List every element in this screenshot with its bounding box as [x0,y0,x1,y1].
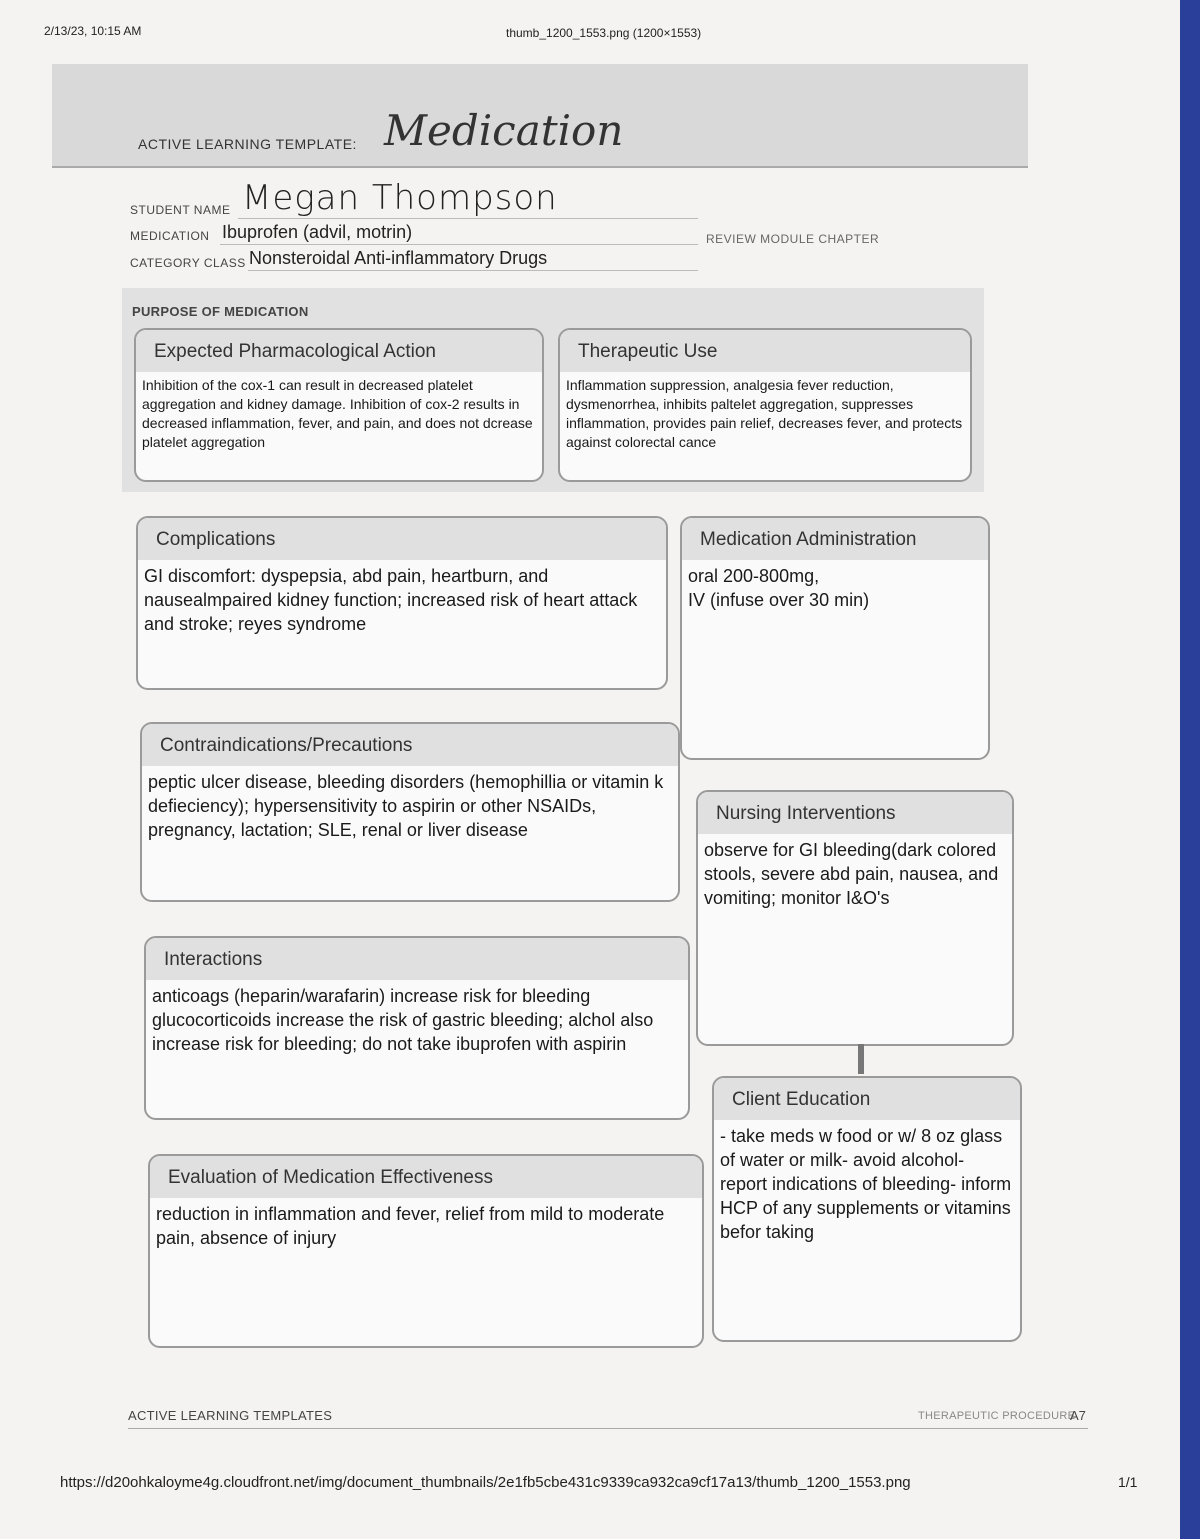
student-name-underline [238,218,698,219]
administration-line-iv: IV (infuse over 30 min) [688,590,870,610]
medication-administration-text [682,560,988,612]
nursing-interventions-box [696,790,1014,1046]
evaluation-text: reduction in inflammation and fever, relief from mild to moderate pain, absence of injury [156,1204,665,1248]
print-datetime: 2/13/23, 10:15 AM [44,24,142,38]
client-education-text: - take meds w food or w/ 8 oz glass of water or milk- avoid alcohol- report indications of bleeding- inform HCP of any supplements or vitamins befor taking [720,1126,1012,1242]
page-title: Medication [384,106,624,155]
purpose-label: PURPOSE OF MEDICATION [132,304,309,319]
nursing-education-connector [858,1044,864,1074]
complications-text: GI discomfort: dyspepsia, abd pain, heartburn, and nausealmpaired kidney function; increased risk of heart attack and stroke; reyes syndrome [144,566,638,634]
student-name-label: STUDENT NAME [130,203,231,217]
footer-page-code: A7 [1070,1408,1086,1423]
medication-underline [220,244,698,245]
nursing-interventions-text: observe for GI bleeding(dark colored stools, severe abd pain, nausea, and vomiting; monitor I&O's [704,840,999,908]
complications-title: Complications [138,518,666,560]
interactions-text: anticoags (heparin/warafarin) increase risk for bleeding glucocorticoids increase the risk of gastric bleeding; alchol also increase risk for bleeding; do not take ibuprofen with aspirin [152,986,654,1054]
footer-section-label: THERAPEUTIC PROCEDURE [918,1410,1076,1422]
contraindications-box [140,722,680,902]
review-module-label: REVIEW MODULE CHAPTER [706,232,880,246]
template-banner [52,64,1028,168]
expected-action-text: Inhibition of the cox-1 can result in decreased platelet aggregation and kidney damage. Inhibition of cox-2 results in decreased inflammation, fever, and pain, and does not dcrease platelet aggregation [142,377,533,450]
category-underline [248,270,698,271]
complications-box [136,516,668,690]
therapeutic-use-box [558,328,972,482]
footer-templates-label: ACTIVE LEARNING TEMPLATES [128,1408,333,1423]
contraindications-title: Contraindications/Precautions [142,724,678,766]
print-url: https://d20ohkaloyme4g.cloudfront.net/img/document_thumbnails/2e1fb5cbe431c9339ca932ca9cf17a13/thumb_1200_1553.png [60,1474,911,1491]
medication-administration-box [680,516,990,760]
nursing-interventions-title: Nursing Interventions [698,792,1012,834]
footer-rule [128,1428,1088,1429]
interactions-title: Interactions [146,938,688,980]
therapeutic-use-title: Therapeutic Use [560,330,970,372]
category-label: CATEGORY CLASS [130,256,246,270]
expected-action-box [134,328,544,482]
evaluation-title: Evaluation of Medication Effectiveness [150,1156,702,1198]
medication-value: Ibuprofen (advil, motrin) [222,222,413,242]
therapeutic-use-text: Inflammation suppression, analgesia fever reduction, dysmenorrhea, inhibits paltelet aggregation, suppresses inflammation, provides pain relief, decreases fever, and protects against colorectal cance [566,377,963,450]
template-label: ACTIVE LEARNING TEMPLATE: [138,136,357,152]
print-filename: thumb_1200_1553.png (1200×1553) [506,26,702,40]
expected-action-title: Expected Pharmacological Action [136,330,542,372]
print-page-number: 1/1 [1118,1474,1138,1490]
student-name-signature: Megan Thompson [242,178,558,218]
interactions-box [144,936,690,1120]
client-education-title: Client Education [714,1078,1020,1120]
medication-label: MEDICATION [130,229,210,243]
contraindications-text: peptic ulcer disease, bleeding disorders (hemophillia or vitamin k defieciency); hypersensitivity to aspirin or other NSAIDs, pregnancy, lactation; SLE, renal or liver disease [148,772,664,840]
category-value: Nonsteroidal Anti-inflammatory Drugs [249,248,548,268]
medication-administration-title: Medication Administration [682,518,988,560]
evaluation-box [148,1154,704,1348]
client-education-box [712,1076,1022,1342]
administration-line-oral: oral 200-800mg, [688,566,820,586]
